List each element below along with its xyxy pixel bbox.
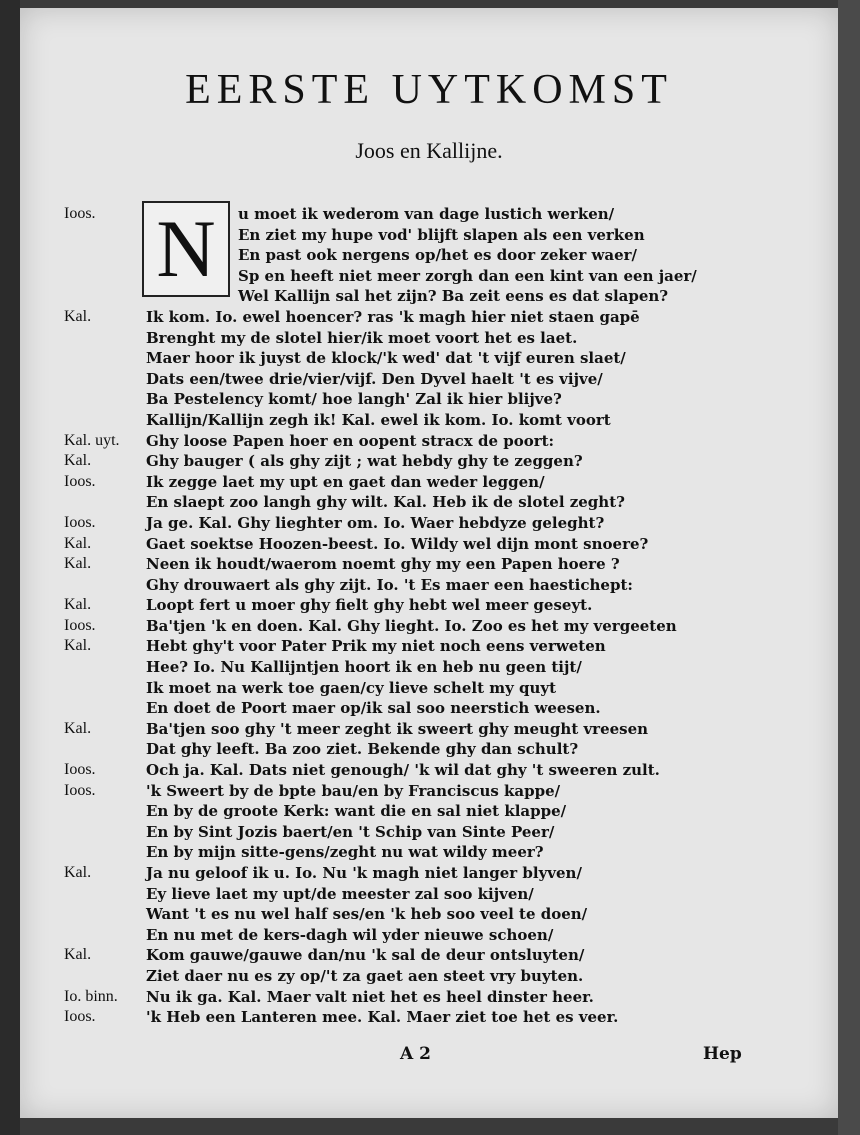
verse-line xyxy=(20,328,838,349)
verse-line xyxy=(20,657,838,678)
verse-text: Sp en heeft niet meer zorgh dan een kint van een jaer/ xyxy=(238,266,697,285)
verse-text: Ik zegge laet my upt en gaet dan weder leggen/ xyxy=(146,472,545,491)
verse-line xyxy=(20,245,838,266)
verse-text: Neen ik houdt/waerom noemt ghy my een Papen hoere ? xyxy=(146,555,620,574)
speaker-label: Kal. uyt. xyxy=(64,431,120,449)
speaker-label: Ioos. xyxy=(64,472,96,490)
verse-line xyxy=(20,204,838,225)
speaker-label: Ioos. xyxy=(64,616,96,634)
verse-line xyxy=(20,410,838,431)
verse-line xyxy=(20,945,838,966)
verse-line xyxy=(20,225,838,246)
verse-text: Ziet daer nu es zy op/'t za gaet aen steet vry buyten. xyxy=(146,966,584,985)
speaker-label: Kal. xyxy=(64,719,92,737)
speaker-label: Kal. xyxy=(64,946,92,964)
verse-line xyxy=(20,842,838,863)
page-signature: A 2 xyxy=(400,1044,431,1064)
verse-text: Ik moet na werk toe gaen/cy lieve schelt my quyt xyxy=(146,678,557,697)
speaker-label: Ioos. xyxy=(64,761,96,779)
verse-line xyxy=(20,513,838,534)
speaker-label: Ioos. xyxy=(64,513,96,531)
verse-text: Maer hoor ik juyst de klock/'k wed' dat 't vijf euren slaet/ xyxy=(146,349,626,368)
verse-lines xyxy=(20,204,838,1028)
verse-text: Kom gauwe/gauwe dan/nu 'k sal de deur ontsluyten/ xyxy=(146,946,585,965)
speaker-label: Kal. xyxy=(64,555,92,573)
verse-line xyxy=(20,739,838,760)
verse-text: Ja nu geloof ik u. Io. Nu 'k magh niet langer blyven/ xyxy=(146,864,582,882)
speaker-label: Kal. xyxy=(64,307,92,325)
verse-text: Hee? Io. Nu Kallijntjen hoort ik en heb nu geen tijt/ xyxy=(146,658,582,677)
verse-line xyxy=(20,369,838,390)
page-title: EERSTE UYTKOMST xyxy=(185,67,673,113)
verse-text: Ghy loose Papen hoer en oopent stracx de poort: xyxy=(146,431,555,450)
verse-line xyxy=(20,884,838,905)
verse-line xyxy=(20,822,838,843)
verse-line xyxy=(20,472,838,493)
verse-text: Want 't es nu wel half ses/en 'k heb soo veel te doen/ xyxy=(146,905,588,924)
speaker-label: Io. binn. xyxy=(64,987,118,1005)
verse-line xyxy=(20,575,838,596)
verse-line xyxy=(20,760,838,781)
verse-line xyxy=(20,534,838,555)
speaker-label: Ioos. xyxy=(64,1008,96,1026)
speaker-label: Ioos. xyxy=(64,205,96,222)
verse-text: En past ook nergens op/het es door zeker waer/ xyxy=(238,246,638,265)
verse-text: Nu ik ga. Kal. Maer valt niet het es heel dinster heer. xyxy=(146,987,594,1006)
verse-text: Ba'tjen 'k en doen. Kal. Ghy lieght. Io. Zoo es het my vergeeten xyxy=(146,616,677,635)
verse-text: Hebt ghy't voor Pater Prik my niet noch eens verweten xyxy=(146,637,606,656)
verse-line xyxy=(20,781,838,802)
verse-line xyxy=(20,801,838,822)
verse-line xyxy=(20,286,838,307)
verse-text: Dats een/twee drie/vier/vijf. Den Dyvel haelt 't es vijve/ xyxy=(146,369,603,388)
verse-line xyxy=(20,554,838,575)
verse-line xyxy=(20,904,838,925)
verse-line xyxy=(20,678,838,699)
speaker-label: Ioos. xyxy=(64,781,96,799)
verse-text: Brenght my de slotel hier/ik moet voort het es laet. xyxy=(146,328,578,347)
verse-text: Dat ghy leeft. Ba zoo ziet. Bekende ghy dan schult? xyxy=(146,740,579,759)
verse-line xyxy=(20,719,838,740)
speaker-label: Kal. xyxy=(64,534,92,552)
verse-text: Och ja. Kal. Dats niet genough/ 'k wil dat ghy 't sweeren zult. xyxy=(146,761,660,780)
verse-line xyxy=(20,348,838,369)
verse-text: Ey lieve laet my upt/de meester zal soo kijven/ xyxy=(146,884,534,903)
verse-text: En by de groote Kerk: want die en sal niet klappe/ xyxy=(146,802,567,821)
verse-line xyxy=(20,431,838,452)
speaker-label: Kal. xyxy=(64,596,92,614)
catchword: Hep xyxy=(703,1044,742,1064)
verse-line xyxy=(20,698,838,719)
verse-line xyxy=(20,987,838,1008)
verse-line xyxy=(20,636,838,657)
speaker-label: Kal. xyxy=(64,452,92,470)
book-gutter-left xyxy=(0,0,20,1135)
page-subtitle: Joos en Kallijne. xyxy=(355,138,503,163)
verse-line xyxy=(20,616,838,637)
verse-text: Wel Kallijn sal het zijn? Ba zeit eens es dat slapen? xyxy=(238,287,669,306)
verse-text: Ba Pestelency komt/ hoe langh' Zal ik hier blijve? xyxy=(146,390,562,409)
verse-text: En doet de Poort maer op/ik sal soo neerstich weesen. xyxy=(146,699,601,718)
verse-text: u moet ik wederom van dage lustich werken/ xyxy=(238,205,615,223)
speaker-label: Kal. xyxy=(64,637,92,655)
verse-line xyxy=(20,1007,838,1028)
drop-cap: N xyxy=(142,201,230,297)
verse-text: En slaept zoo langh ghy wilt. Kal. Heb ik de slotel zeght? xyxy=(146,493,625,512)
verse-line xyxy=(20,925,838,946)
verse-text: Gaet soektse Hoozen-beest. Io. Wildy wel dijn mont snoere? xyxy=(146,534,649,553)
verse-text: Ja ge. Kal. Ghy lieghter om. Io. Waer hebdyze geleght? xyxy=(146,513,605,532)
verse-text: En ziet my hupe vod' blijft slapen als een verken xyxy=(238,225,645,244)
verse-line xyxy=(20,389,838,410)
verse-line xyxy=(20,266,838,287)
verse-text: Ba'tjen soo ghy 't meer zeght ik sweert ghy meught vreesen xyxy=(146,719,649,738)
verse-line xyxy=(20,863,838,884)
verse-text: En by Sint Jozis baert/en 't Schip van Sinte Peer/ xyxy=(146,822,555,841)
verse-line xyxy=(20,307,838,328)
verse-line xyxy=(20,966,838,987)
speaker-label: Kal. xyxy=(64,864,92,881)
verse-text: 'k Sweert by de bpte bau/en by Franciscus kappe/ xyxy=(146,781,561,800)
verse-line xyxy=(20,451,838,472)
verse-text: En by mijn sitte-gens/zeght nu wat wildy meer? xyxy=(146,843,544,862)
book-page xyxy=(20,8,838,1118)
verse-line xyxy=(20,595,838,616)
book-edge-right xyxy=(838,0,860,1135)
verse-text: En nu met de kers-dagh wil yder nieuwe schoen/ xyxy=(146,925,554,944)
verse-line xyxy=(20,492,838,513)
verse-text: Ik kom. Io. ewel hoencer? ras 'k magh hier niet staen gapē xyxy=(146,307,640,326)
verse-text: Kallijn/Kallijn zegh ik! Kal. ewel ik kom. Io. komt voort xyxy=(146,410,611,429)
verse-text: 'k Heb een Lanteren mee. Kal. Maer ziet toe het es veer. xyxy=(146,1008,619,1027)
verse-text: Ghy drouwaert als ghy zijt. Io. 't Es maer een haestichept: xyxy=(146,575,633,594)
verse-text: Ghy bauger ( als ghy zijt ; wat hebdy ghy te zeggen? xyxy=(146,452,583,471)
verse-text: Loopt fert u moer ghy fielt ghy hebt wel meer geseyt. xyxy=(146,596,593,615)
